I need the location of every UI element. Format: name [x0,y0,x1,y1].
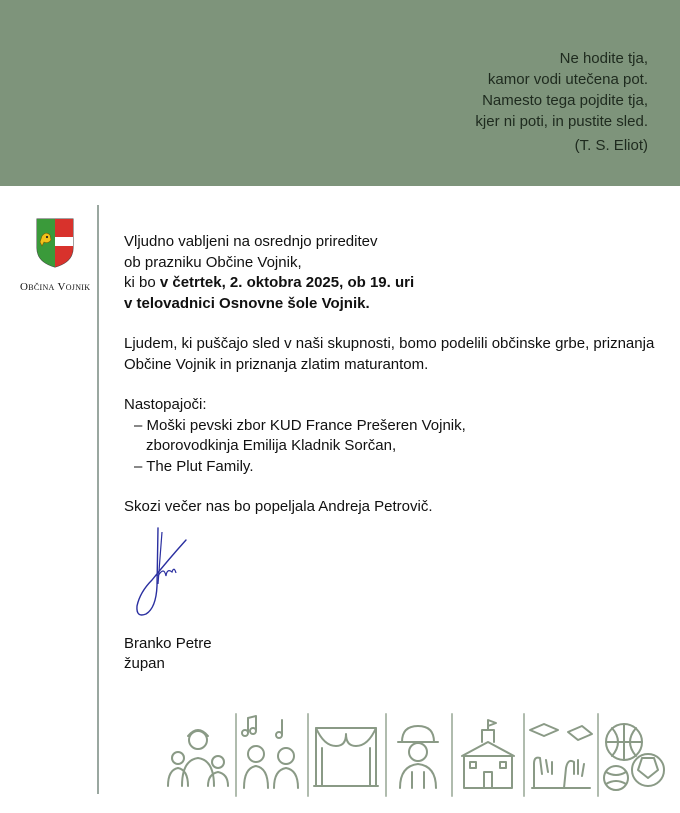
invitation-line: ob prazniku Občine Vojnik, [124,253,302,271]
header-banner [0,0,680,186]
performer-item: – The Plut Family. [134,457,254,475]
date-prefix: ki bo [124,274,160,291]
awards-paragraph: Ljudem, ki puščajo sled v naši skupnosti, bomo podelili občinske grbe, priznanja Občine Vojnik in priznanja zlatim maturantom. [124,335,655,373]
firefighter-icon [398,726,438,788]
quote-line: Namesto tega pojdite tja, [482,92,648,109]
signer-block [124,634,212,674]
people-icon [168,730,228,786]
coat-of-arms-icon [36,218,74,268]
host-line: Skozi večer nas bo popeljala Andreja Petrovič. [124,498,433,515]
invitation-line: Vljudno vabljeni na osrednjo prireditev [124,233,378,250]
choir-icon [242,716,298,788]
signer-title: župan [124,655,165,672]
quote-line: Ne hodite tja, [559,50,648,67]
signature-icon [128,526,200,621]
event-venue [124,294,664,315]
performer-item: – Moški pevski zbor KUD France Prešeren Vojnik, [134,416,466,434]
sports-balls-icon [604,724,664,790]
quote-line: kamor vodi utečena pot. [487,71,648,88]
stage-icon [314,728,378,786]
event-date: v četrtek, 2. oktobra 2025, ob 19. uri [159,274,415,291]
event-venue-text: v telovadnici Osnovne šole Vojnik. [124,294,370,312]
quote [475,48,648,132]
quote-author: (T. S. Eliot) [574,137,648,154]
activity-icons-strip [164,712,670,798]
school-icon [462,720,514,788]
invitation-date-line [124,273,664,294]
performer-item-continued: zborovodkinja Emilija Kladnik Sorčan, [146,437,397,454]
quote-line: kjer ni poti, in pustite sled. [475,113,648,130]
municipality-name: Občina Vojnik [20,281,91,293]
performers-heading: Nastopajoči: [124,396,207,413]
graduation-hands-icon [530,724,592,788]
vertical-divider [97,205,99,794]
invitation-text [124,232,664,518]
signer-name: Branko Petre [124,635,212,652]
